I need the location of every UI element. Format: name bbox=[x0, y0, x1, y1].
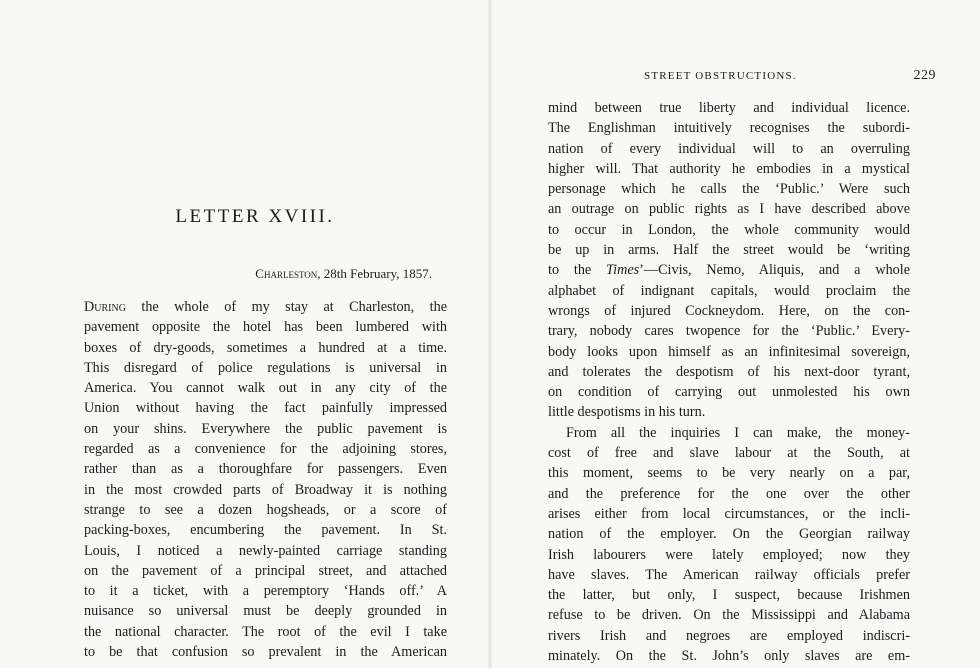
text-line: in the most crowded parts of Broadway it is nothing bbox=[84, 481, 447, 498]
text-line: Union without having the fact painfully impressed bbox=[84, 400, 447, 417]
text-line: and tolerates the despotism of his next-door tyrant, bbox=[548, 363, 910, 380]
text-line: packing-boxes, encumbering the pavement. In St. bbox=[84, 522, 447, 539]
text-line: little despotisms in his turn. bbox=[548, 404, 706, 421]
text-line: and the preference for the one over the other bbox=[548, 485, 910, 502]
text-line: the national character. The root of the evil I take bbox=[84, 623, 447, 640]
page-number: 229 bbox=[913, 68, 936, 83]
right-page bbox=[490, 0, 980, 668]
text-line: strange to see a dozen hogsheads, or a score of bbox=[84, 501, 447, 518]
text-line: an outrage on public rights as I have described above bbox=[548, 201, 910, 218]
text-line: to the Times’—Civis, Nemo, Aliquis, and a whole bbox=[548, 262, 910, 279]
text-line: minately. On the St. John’s only slaves are em- bbox=[548, 648, 910, 665]
text-line: mind between true liberty and individual licence. bbox=[548, 100, 910, 116]
text-line: on the pavement of a principal street, and attached bbox=[84, 562, 447, 579]
text-line: Irish labourers were lately employed; now they bbox=[548, 546, 910, 563]
italic-title: Times bbox=[606, 262, 640, 279]
right-body-text bbox=[548, 98, 910, 666]
text-line: on condition of carrying out unmolested his own bbox=[548, 384, 910, 401]
text-line: alphabet of indignant capitals, would proclaim the bbox=[548, 282, 910, 299]
text-line: rather than as a thoroughfare for passengers. Even bbox=[84, 461, 447, 478]
text-line: to it a ticket, with a peremptory ‘Hands off.’ A bbox=[84, 583, 447, 600]
text-line: be up in arms. Half the street would be ‘writing bbox=[548, 242, 910, 259]
text-line: This disregard of police regulations is universal in bbox=[84, 359, 447, 376]
dateline bbox=[186, 266, 432, 282]
text-line: nation of every individual will to an overruling bbox=[548, 140, 910, 157]
drop-word: During bbox=[84, 299, 126, 315]
text-line: have slaves. The American railway officials prefer bbox=[548, 566, 910, 583]
text-line: rivers Irish and negroes are employed indiscri- bbox=[548, 627, 910, 644]
text-line: The Englishman intuitively recognises the subordi- bbox=[548, 120, 910, 137]
text-line: higher will. That authority he embodies in a mystical bbox=[548, 160, 910, 177]
text-line: personage which he calls the ‘Public.’ Were such bbox=[548, 181, 910, 198]
text-line: America. You cannot walk out in any city of the bbox=[84, 380, 447, 397]
text-line: to occur in London, the whole community would bbox=[548, 221, 910, 238]
text-line: the latter, but only, I suspect, because Irishmen bbox=[548, 587, 910, 604]
text-line: to be that confusion so prevalent in the American bbox=[84, 644, 447, 661]
text-line: pavement opposite the hotel has been lumbered with bbox=[84, 319, 447, 336]
letter-heading: LETTER XVIII. bbox=[175, 206, 335, 227]
text-line: nuisance so universal must be deeply grounded in bbox=[84, 603, 447, 620]
text-line: refuse to be driven. On the Mississippi and Alabama bbox=[548, 607, 910, 624]
text-line: cost of free and slave labour at the South, at bbox=[548, 445, 910, 462]
text-line: wrongs of injured Cockneydom. Here, on the con- bbox=[548, 302, 910, 319]
text-line: this moment, seems to be very nearly on a par, bbox=[548, 465, 910, 482]
text-line: During the whole of my stay at Charleston, the bbox=[84, 299, 447, 315]
text-line: From all the inquiries I can make, the money- bbox=[566, 424, 910, 441]
text-line: Louis, I noticed a newly-painted carriage standing bbox=[84, 542, 447, 559]
left-body-text bbox=[84, 297, 447, 662]
text-line: boxes of dry-goods, sometimes a hundred at a time. bbox=[84, 339, 447, 356]
text-line: nation of the employer. On the Georgian railway bbox=[548, 526, 910, 543]
text-line: trary, nobody cares twopence for the ‘Public.’ Every- bbox=[548, 323, 910, 340]
text-line: body looks upon himself as an infinitesimal sovereign, bbox=[548, 343, 910, 360]
text-line: regarded as a convenience for the adjoining stores, bbox=[84, 441, 447, 458]
text-line: arises either from local circumstances, or the incli- bbox=[548, 505, 910, 522]
running-title: STREET OBSTRUCTIONS. bbox=[644, 70, 797, 82]
text-line: on your shins. Everywhere the public pavement is bbox=[84, 420, 447, 437]
dateline-place: Charleston bbox=[255, 266, 318, 281]
dateline-date: , 28th February, 1857. bbox=[317, 266, 432, 281]
running-head bbox=[550, 68, 936, 84]
